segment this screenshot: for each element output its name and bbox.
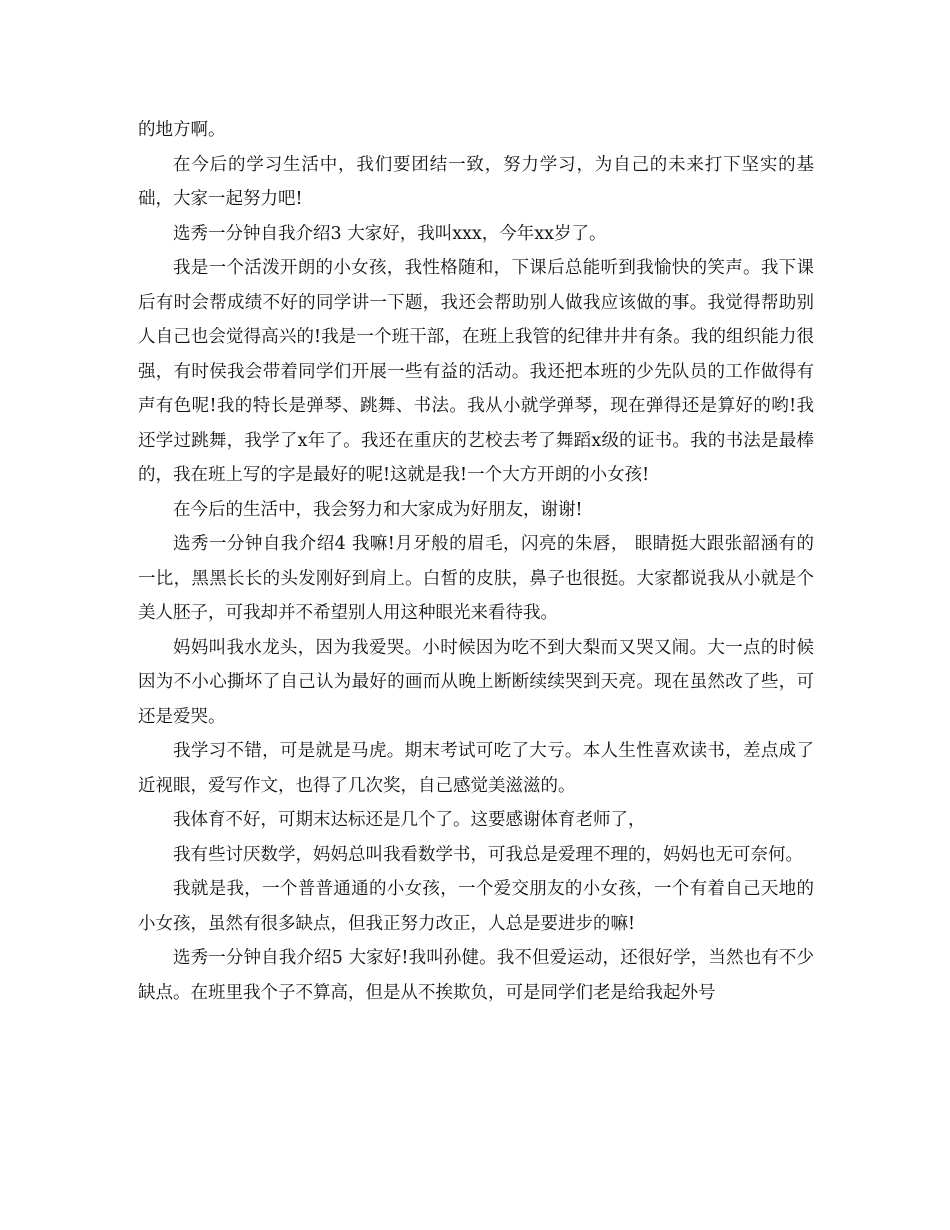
document-body — [138, 113, 814, 1010]
paragraph-4: 我是一个活泼开朗的小女孩，我性格随和，下课后总能听到我愉快的笑声。我下课后有时会帮成绩不好的同学讲一下题，我还会帮助别人做我应该做的事。我觉得帮助别人自己也会觉得高兴的!我是一个班干部，在班上我管的纪律井井有条。我的组织能力很强，有时侯我会带着同学们开展一些有益的活动。我还把本班的少先队员的工作做得有声有色呢!我的特长是弹琴、跳舞、书法。我从小就学弹琴，现在弹得还是算好的哟!我还学过跳舞，我学了x年了。我还在重庆的艺校去考了舞蹈x级的证书。我的书法是最棒的，我在班上写的字是最好的呢!这就是我!一个大方开朗的小女孩! — [138, 258, 814, 485]
paragraph-7: 妈妈叫我水龙头，因为我爱哭。小时候因为吃不到大梨而又哭又闹。大一点的时候因为不小心撕坏了自己认为最好的画而从晚上断断续续哭到天亮。现在虽然改了些，可还是爱哭。 — [138, 637, 814, 727]
paragraph-10: 我有些讨厌数学，妈妈总叫我看数学书，可我总是爱理不理的，妈妈也无可奈何。 — [173, 844, 803, 865]
paragraph-11: 我就是我，一个普普通通的小女孩，一个爱交朋友的小女孩，一个有着自己天地的小女孩，虽然有很多缺点，但我正努力改正，人总是要进步的嘛! — [138, 879, 814, 934]
paragraph-12: 选秀一分钟自我介绍5 大家好!我叫孙健。我不但爱运动，还很好学，当然也有不少缺点。在班里我个子不算高，但是从不挨欺负，可是同学们老是给我起外号 — [138, 948, 814, 1003]
paragraph-3: 选秀一分钟自我介绍3 大家好，我叫xxx，今年xx岁了。 — [173, 223, 607, 244]
paragraph-8: 我学习不错，可是就是马虎。期末考试可吃了大亏。本人生性喜欢读书，差点成了近视眼，爱写作文，也得了几次奖，自己感觉美滋滋的。 — [138, 741, 814, 796]
paragraph-6: 选秀一分钟自我介绍4 我嘛!月牙般的眉毛，闪亮的朱唇， 眼睛挺大跟张韶涵有的一比，黑黑长长的头发刚好到肩上。白皙的皮肤，鼻子也很挺。大家都说我从小就是个美人胚子，可我却并不希望别人用这种眼光来看待我。 — [138, 534, 814, 623]
paragraph-5: 在今后的生活中，我会努力和大家成为好朋友，谢谢! — [173, 499, 583, 520]
paragraph-1: 的地方啊。 — [138, 120, 226, 140]
paragraph-9: 我体育不好，可期末达标还是几个了。这要感谢体育老师了， — [173, 810, 646, 830]
paragraph-2: 在今后的学习生活中，我们要团结一致，努力学习，为自己的未来打下坚实的基础，大家一起努力吧! — [138, 154, 814, 209]
